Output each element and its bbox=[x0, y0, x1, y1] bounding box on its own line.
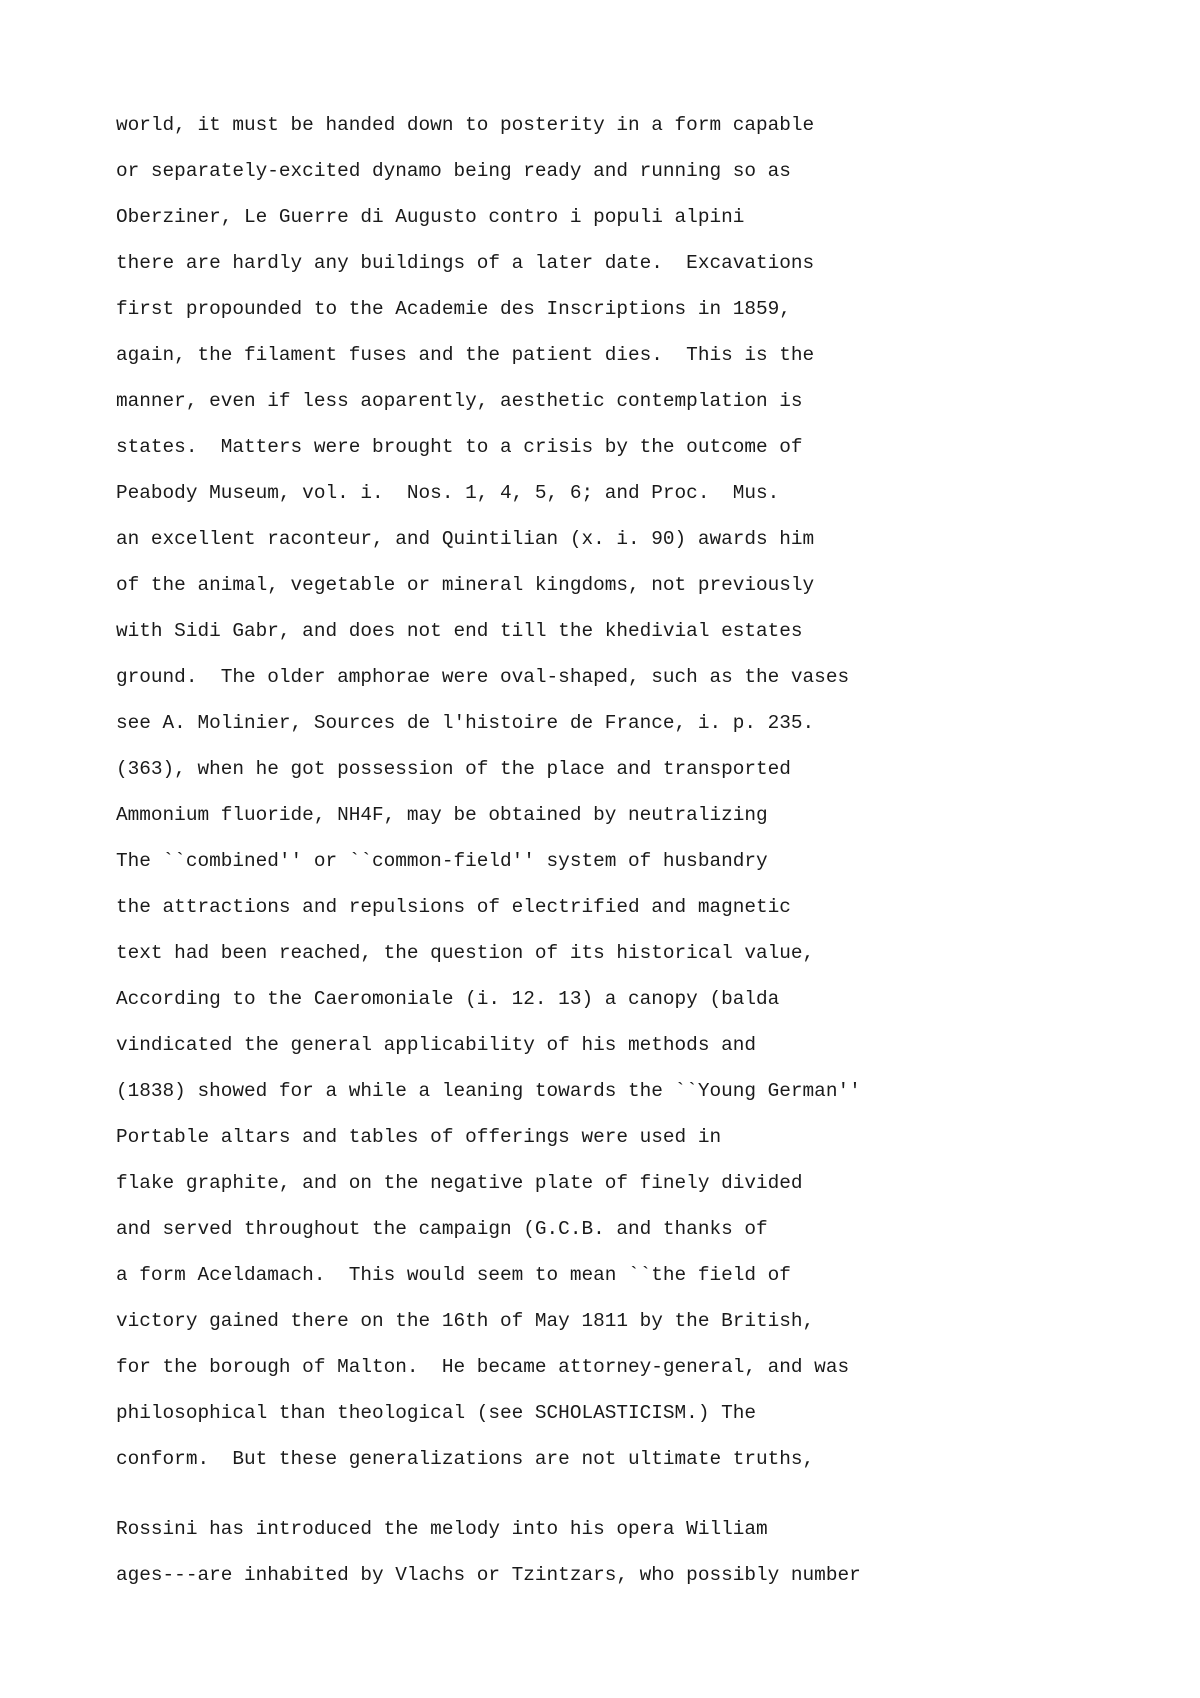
text-line: philosophical than theological (see SCHOLASTICISM.) The bbox=[116, 1402, 756, 1424]
text-line: Peabody Museum, vol. i. Nos. 1, 4, 5, 6; and Proc. Mus. bbox=[116, 482, 780, 504]
text-line: victory gained there on the 16th of May 1811 by the British, bbox=[116, 1310, 815, 1332]
text-line: first propounded to the Academie des Inscriptions in 1859, bbox=[116, 298, 791, 320]
text-line: (1838) showed for a while a leaning towards the ``Young German'' bbox=[116, 1080, 861, 1102]
paragraph-1 bbox=[116, 111, 1116, 1491]
text-line: for the borough of Malton. He became attorney-general, and was bbox=[116, 1356, 850, 1378]
text-line: there are hardly any buildings of a later date. Excavations bbox=[116, 252, 815, 274]
text-line: Portable altars and tables of offerings were used in bbox=[116, 1126, 722, 1148]
text-line: manner, even if less aoparently, aesthetic contemplation is bbox=[116, 390, 803, 412]
text-line: vindicated the general applicability of his methods and bbox=[116, 1034, 756, 1056]
text-line: see A. Molinier, Sources de l'histoire de France, i. p. 235. bbox=[116, 712, 815, 734]
text-line: the attractions and repulsions of electrified and magnetic bbox=[116, 896, 791, 918]
text-line: The ``combined'' or ``common-field'' system of husbandry bbox=[116, 850, 768, 872]
text-line: Ammonium fluoride, NH4F, may be obtained by neutralizing bbox=[116, 804, 768, 826]
text-line: with Sidi Gabr, and does not end till the khedivial estates bbox=[116, 620, 803, 642]
text-line: Rossini has introduced the melody into his opera William bbox=[116, 1518, 768, 1540]
text-line: ages---are inhabited by Vlachs or Tzintzars, who possibly number bbox=[116, 1564, 861, 1586]
text-line: world, it must be handed down to posterity in a form capable bbox=[116, 114, 815, 136]
text-line: conform. But these generalizations are not ultimate truths, bbox=[116, 1448, 815, 1470]
text-line: Oberziner, Le Guerre di Augusto contro i populi alpini bbox=[116, 206, 745, 228]
text-line: again, the filament fuses and the patient dies. This is the bbox=[116, 344, 815, 366]
text-line: flake graphite, and on the negative plate of finely divided bbox=[116, 1172, 803, 1194]
text-line: of the animal, vegetable or mineral kingdoms, not previously bbox=[116, 574, 815, 596]
text-line: ground. The older amphorae were oval-shaped, such as the vases bbox=[116, 666, 850, 688]
text-line: text had been reached, the question of its historical value, bbox=[116, 942, 815, 964]
text-line: states. Matters were brought to a crisis by the outcome of bbox=[116, 436, 803, 458]
text-line: an excellent raconteur, and Quintilian (x. i. 90) awards him bbox=[116, 528, 815, 550]
document-page bbox=[116, 111, 1116, 1607]
text-line: a form Aceldamach. This would seem to mean ``the field of bbox=[116, 1264, 791, 1286]
text-line: or separately-excited dynamo being ready and running so as bbox=[116, 160, 791, 182]
text-line: and served throughout the campaign (G.C.B. and thanks of bbox=[116, 1218, 768, 1240]
text-line: (363), when he got possession of the place and transported bbox=[116, 758, 791, 780]
paragraph-2 bbox=[116, 1515, 1116, 1607]
text-line: According to the Caeromoniale (i. 12. 13) a canopy (balda bbox=[116, 988, 780, 1010]
